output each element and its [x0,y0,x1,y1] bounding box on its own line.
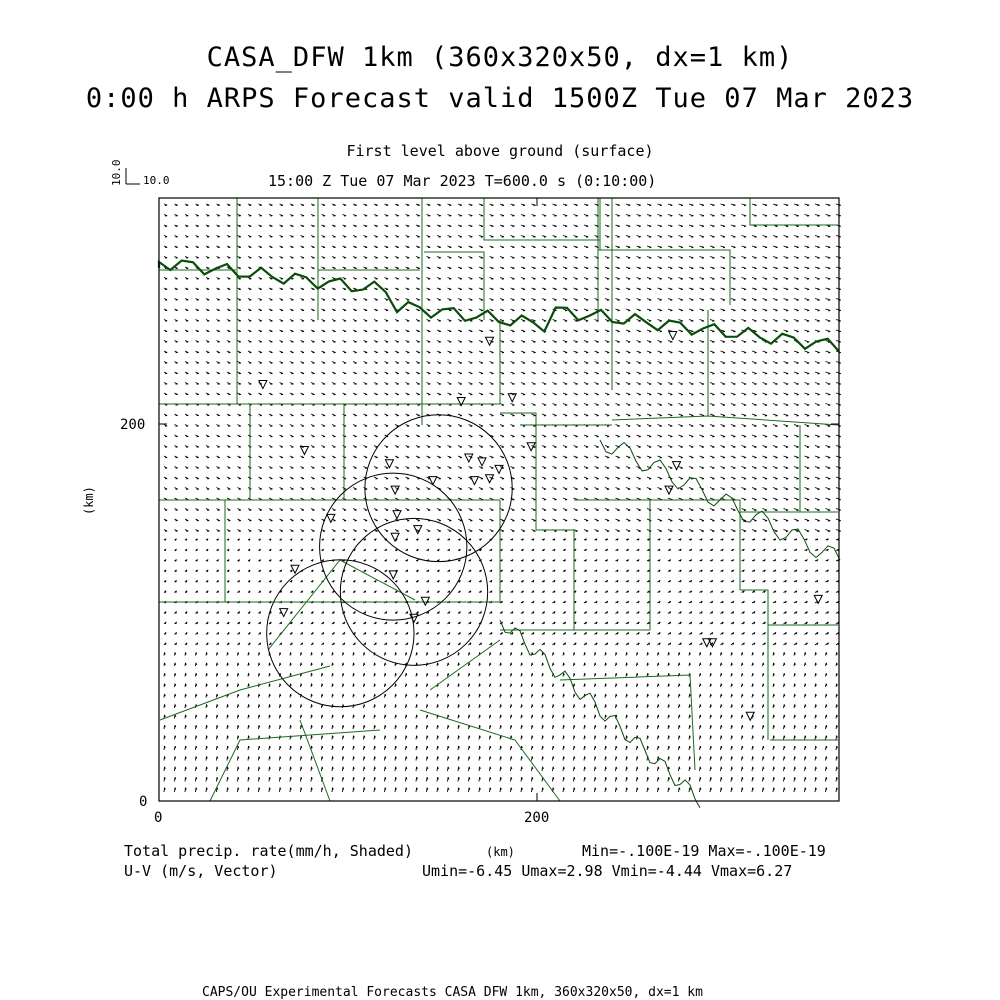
x-axis-label: (km) [486,845,515,859]
station-marker [665,486,673,494]
x-tick-200: 200 [524,810,550,826]
vector-scale-key [110,160,170,188]
station-marker [508,394,516,402]
station-marker [389,571,397,579]
station-marker [300,447,308,455]
footer-vector-label: U-V (m/s, Vector) [124,862,278,880]
wind-vectors [164,204,841,792]
station-marker [470,477,478,485]
station-marker [669,332,677,340]
station-markers [259,332,822,721]
station-marker [385,460,393,468]
station-marker [814,595,822,603]
x-tick-0: 0 [154,810,163,826]
station-marker [414,526,422,534]
figure-title-line2: 0:00 h ARPS Forecast valid 1500Z Tue 07 Mar 2023 [85,83,915,114]
station-marker [291,565,299,573]
station-marker [429,477,437,485]
radar-range-ring [267,560,414,707]
footer-precip-range: Min=-.100E-19 Max=-.100E-19 [582,842,826,860]
figure-title-line1: CASA_DFW 1km (360x320x50, dx=1 km) [206,42,794,73]
radar-range-ring [340,518,487,665]
vector-scale-vertical-label: 10.0 [110,159,123,186]
radar-range-rings [267,415,513,707]
y-axis-label: (km) [82,486,96,515]
y-tick-0: 0 [139,794,148,810]
station-marker [495,465,503,473]
y-tick-200: 200 [120,417,146,433]
footer-precip-label: Total precip. rate(mm/h, Shaded) [124,842,413,860]
wind-vector-field [164,204,841,792]
vector-scale-horizontal-label: 10.0 [143,174,170,187]
footer-vector-range: Umin=-6.45 Umax=2.98 Vmin=-4.44 Vmax=6.27 [422,862,793,880]
trinity-river [500,620,700,808]
station-marker [393,511,401,519]
station-marker [478,458,486,466]
footer-credit: CAPS/OU Experimental Forecasts CASA DFW 1km, 360x320x50, dx=1 km [202,985,703,1000]
level-subtitle: First level above ground (surface) [346,142,654,160]
station-marker [673,462,681,470]
time-subtitle: 15:00 Z Tue 07 Mar 2023 T=600.0 s (0:10:00) [268,172,657,190]
red-river [159,261,839,352]
